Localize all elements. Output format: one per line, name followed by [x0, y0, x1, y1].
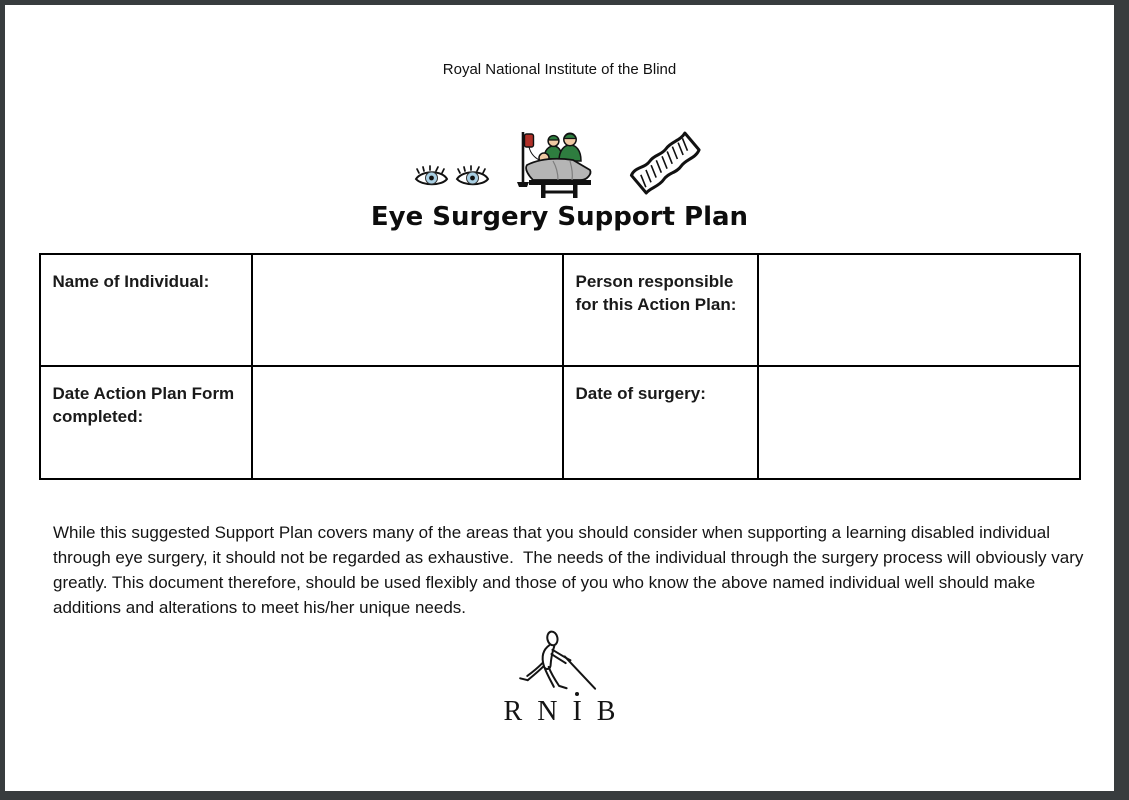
rnib-walking-figure-icon: [505, 628, 615, 702]
rnib-wordmark: [5, 698, 1114, 726]
person-responsible-label: Person responsible for this Action Plan:: [563, 254, 758, 366]
logo-letter-r: R: [503, 696, 523, 727]
support-plan-document-icon: [623, 128, 707, 198]
table-row: [40, 254, 1080, 366]
notes-paragraph: While this suggested Support Plan covers many of the areas that you should consider when supporting a learning disabled individual through eye surgery, it should not be regarded as exhaustive. The needs of the individual through the surgery process will obviously vary greatly. This document therefore, should be used flexibly and those of you who know the above named individual well should make additions and alterations to meet his/her unique needs.: [53, 523, 1089, 617]
name-of-individual-value[interactable]: [252, 254, 563, 366]
logo-letter-i: I: [572, 698, 581, 726]
date-form-completed-value[interactable]: [252, 366, 563, 479]
eyes-icon: [413, 158, 491, 192]
logo-letter-b: B: [596, 696, 616, 727]
date-form-completed-label: Date Action Plan Form completed:: [40, 366, 252, 479]
org-title: Royal National Institute of the Blind: [442, 61, 677, 78]
eye-surgery-operation-icon: [511, 128, 603, 198]
table-row: [40, 366, 1080, 479]
page-title: Eye Surgery Support Plan: [370, 202, 749, 232]
rnib-logo: [5, 628, 1114, 726]
date-of-surgery-value[interactable]: [758, 366, 1080, 479]
form-table: [39, 253, 1081, 480]
date-of-surgery-label: Date of surgery:: [563, 366, 758, 479]
person-responsible-value[interactable]: [758, 254, 1080, 366]
logo-letter-n: N: [537, 696, 558, 727]
title-icons-row: [5, 128, 1114, 198]
name-of-individual-label: Name of Individual:: [40, 254, 252, 366]
